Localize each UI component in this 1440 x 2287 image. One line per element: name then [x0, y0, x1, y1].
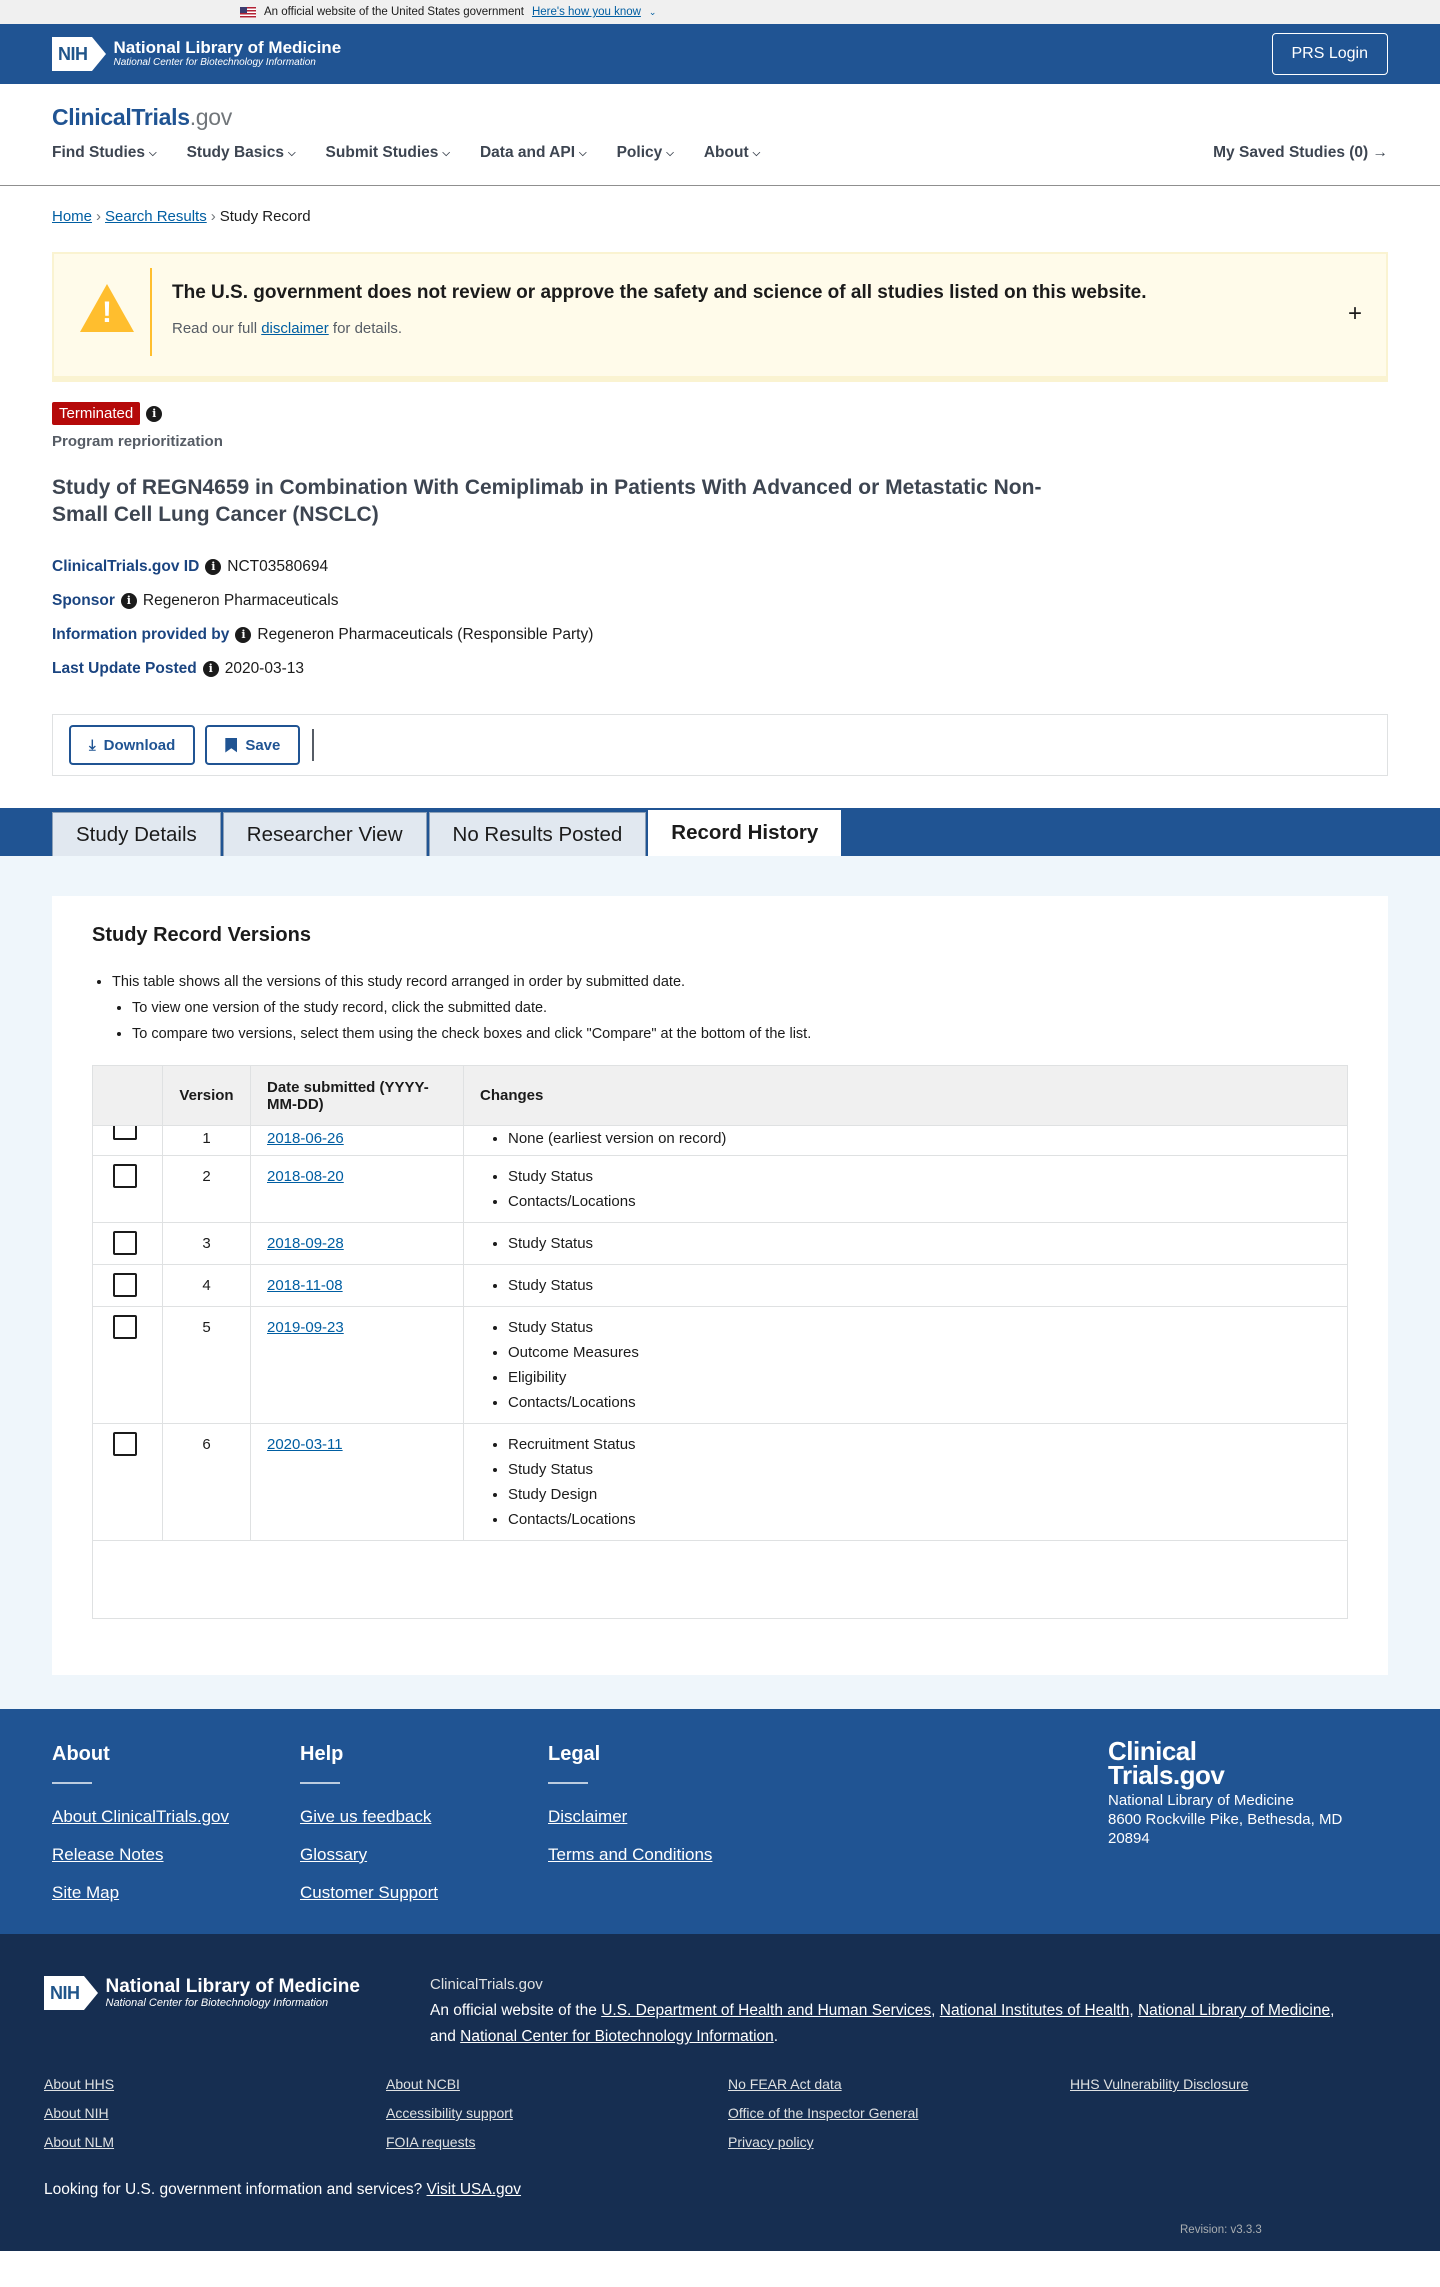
footer-heading: Legal [548, 1743, 601, 1765]
breadcrumb-home[interactable]: Home [52, 208, 93, 225]
footer-heading: About [52, 1743, 110, 1765]
change-item: • Eligibility [508, 1365, 1331, 1390]
link-no-fear-act[interactable]: No FEAR Act data [728, 2076, 842, 2092]
nav-label: Policy [616, 144, 663, 161]
action-bar [52, 714, 1388, 776]
record-history-area [0, 856, 1440, 1709]
version-checkbox[interactable] [113, 1164, 137, 1188]
footer-link-support[interactable]: Customer Support [300, 1883, 438, 1902]
chevron-down-icon: ⌵ [752, 147, 761, 159]
tab-researcher-view[interactable]: Researcher View [223, 812, 427, 856]
version-date-link[interactable]: 2018-06-26 [267, 1130, 344, 1147]
footer-help [300, 1743, 438, 1912]
link-about-nlm[interactable]: About NLM [44, 2134, 115, 2150]
bookmark-icon [225, 738, 237, 753]
footer-top [0, 1709, 1440, 1934]
footer-link-glossary[interactable]: Glossary [300, 1845, 368, 1864]
intro-sub-2: • To compare two versions, select them using the check boxes and click "Compare" at the bottom of the list. [132, 1021, 1348, 1047]
status-badge: Terminated [52, 402, 140, 425]
ncbi-subtitle: National Center for Biotechnology Information [105, 1997, 329, 2009]
footer-link-terms[interactable]: Terms and Conditions [548, 1845, 713, 1864]
logo-suffix: .gov [189, 104, 232, 130]
nlm-title: National Library of Medicine [113, 38, 342, 57]
changes-cell [464, 1265, 1348, 1307]
link-accessibility[interactable]: Accessibility support [386, 2105, 513, 2121]
nlm-link[interactable]: National Library of Medicine [1137, 2002, 1331, 2019]
arrow-right-icon: → [1372, 144, 1388, 161]
table-footer-row [93, 1541, 1348, 1619]
clinicaltrials-logo[interactable] [52, 104, 232, 131]
footer-legal [548, 1743, 712, 1874]
nav-policy[interactable] [617, 144, 674, 162]
study-title: Study of REGN4659 in Combination With Cemiplimab in Patients With Advanced or Metastatic Non-Small Cell Lung Cancer (NSCLC) [52, 476, 1042, 526]
breadcrumb [0, 186, 1440, 252]
address-line: 8600 Rockville Pike, Bethesda, MD [1108, 1811, 1343, 1828]
nav-data-api[interactable] [480, 144, 587, 162]
change-item: • None (earliest version on record) [508, 1126, 1331, 1151]
versions-table-body [93, 1126, 1348, 1619]
footer-logo-line2: Trials.gov [1108, 1760, 1225, 1790]
col-version: Version [163, 1066, 251, 1126]
alert-text [172, 320, 402, 337]
link-privacy[interactable]: Privacy policy [728, 2134, 814, 2150]
change-item: • Study Status [508, 1231, 1331, 1256]
info-icon[interactable]: i [203, 661, 219, 677]
versions-panel [52, 896, 1388, 1675]
info-icon[interactable]: i [121, 593, 137, 609]
alert-pre: Read our full [172, 320, 262, 337]
nlm-title: National Library of Medicine [105, 1976, 360, 1997]
intro-text: • This table shows all the versions of this study record arranged in order by submitted date. [112, 969, 1348, 995]
change-item: • Study Status [508, 1164, 1331, 1189]
save-label: Save [245, 736, 281, 754]
hhs-link[interactable]: U.S. Department of Health and Human Services [601, 2002, 932, 2019]
changes-cell [464, 1126, 1348, 1156]
ncbi-link[interactable]: National Center for Biotechnology Information [460, 2028, 774, 2045]
version-number: 4 [163, 1265, 251, 1307]
date-cell [251, 1223, 464, 1265]
date-cell [251, 1424, 464, 1541]
revision: Revision: v3.3.3 [1180, 2224, 1262, 2236]
version-number: 5 [163, 1307, 251, 1424]
col-changes: Changes [464, 1066, 1348, 1126]
logo-main: ClinicalTrials [52, 104, 190, 130]
download-icon: ⤓ [89, 736, 96, 754]
version-date-link[interactable]: 2018-08-20 [267, 1168, 344, 1185]
change-item: • Contacts/Locations [508, 1507, 1331, 1532]
footer-link-about-ct[interactable]: About ClinicalTrials.gov [52, 1807, 229, 1826]
versions-table [92, 1065, 1348, 1619]
version-checkbox[interactable] [113, 1273, 137, 1297]
row-select-cell [93, 1307, 163, 1424]
nih-badge: NIH [44, 1976, 84, 2010]
version-checkbox[interactable] [113, 1126, 137, 1140]
nav-submit-studies[interactable] [326, 144, 450, 162]
download-label: Download [103, 736, 176, 754]
study-tabs [0, 808, 1440, 856]
row-select-cell [93, 1223, 163, 1265]
footer-source: ClinicalTrials.gov [430, 1976, 543, 1993]
study-id: NCT03580694 [227, 558, 329, 575]
intro-sub-1: • To view one version of the study record, click the submitted date. [132, 995, 1348, 1021]
tab-study-details[interactable]: Study Details [52, 812, 221, 856]
info-icon[interactable]: i [235, 627, 251, 643]
id-label: ClinicalTrials.gov ID [52, 558, 200, 575]
address-line: 20894 [1108, 1830, 1150, 1847]
nih-link[interactable]: National Institutes of Health [939, 2002, 1130, 2019]
versions-intro [92, 969, 1348, 1047]
last-update-value: 2020-03-13 [224, 660, 304, 677]
footer-bottom-links [44, 2074, 1370, 2153]
footer-rule [548, 1782, 588, 1784]
footer-nih-logo[interactable] [44, 1976, 360, 2010]
disclaimer-alert [52, 252, 1388, 382]
footer-address [1108, 1736, 1343, 1848]
row-select-cell [93, 1156, 163, 1223]
study-meta [52, 550, 1388, 686]
chevron-down-icon: ⌵ [149, 147, 157, 159]
col-select [93, 1066, 163, 1126]
disclaimer-link[interactable]: disclaimer [261, 320, 329, 337]
link-foia[interactable]: FOIA requests [386, 2134, 476, 2150]
chevron-right-icon: › [210, 208, 216, 225]
table-row [93, 1265, 1348, 1307]
changes-cell [464, 1223, 1348, 1265]
and-text: and [430, 2028, 461, 2045]
version-date-link[interactable]: 2020-03-11 [267, 1436, 343, 1453]
nav-label: Data and API [479, 144, 575, 161]
footer-logo[interactable] [1108, 1736, 1342, 1790]
warning-icon: ! [80, 284, 134, 332]
nav-label: About [703, 144, 749, 161]
version-checkbox[interactable] [113, 1315, 137, 1339]
version-number: 6 [163, 1424, 251, 1541]
change-item: • Contacts/Locations [508, 1390, 1331, 1415]
footer-link-disclaimer[interactable]: Disclaimer [548, 1807, 628, 1826]
version-number: 2 [163, 1156, 251, 1223]
col-date: Date submitted (YYYY-MM-DD) [251, 1066, 464, 1126]
sponsor-value: Regeneron Pharmaceuticals [142, 592, 339, 609]
chevron-down-icon: ⌵ [666, 147, 674, 159]
version-date-link[interactable]: 2018-11-08 [267, 1277, 343, 1294]
official-pre: An official website of the [430, 2002, 602, 2019]
version-number: 1 [163, 1126, 251, 1156]
footer-bottom [0, 1934, 1440, 2251]
link-inspector-general[interactable]: Office of the Inspector General [728, 2105, 919, 2121]
footer-rule [52, 1782, 92, 1784]
download-button[interactable] [69, 725, 195, 765]
version-date-link[interactable]: 2019-09-23 [267, 1319, 344, 1336]
my-saved-studies-link[interactable] [1213, 144, 1388, 162]
usa-pre: Looking for U.S. government information and services? [44, 2181, 423, 2198]
link-about-ncbi[interactable]: About NCBI [386, 2076, 460, 2092]
usa-gov-link[interactable]: Visit USA.gov [426, 2181, 522, 2198]
change-item: • Study Status [508, 1457, 1331, 1482]
footer-logo-line1: Clinical [1108, 1736, 1197, 1766]
table-row [93, 1424, 1348, 1541]
nav-find-studies[interactable] [52, 144, 157, 162]
alert-post: for details. [328, 320, 403, 337]
provided-by-label: Information provided by [52, 626, 230, 643]
nav-about[interactable] [704, 144, 760, 162]
chevron-down-icon: ⌵ [442, 147, 450, 159]
chevron-down-icon: ⌄ [648, 6, 657, 17]
chevron-down-icon: ⌵ [287, 147, 296, 159]
gov-banner [0, 0, 1440, 24]
table-footer-cell [93, 1541, 1348, 1619]
table-row [93, 1223, 1348, 1265]
row-select-cell [93, 1424, 163, 1541]
usa-gov-line [44, 2181, 521, 2199]
info-icon[interactable]: i [146, 406, 162, 422]
nih-header [0, 24, 1440, 84]
date-cell [251, 1126, 464, 1156]
version-checkbox[interactable] [113, 1432, 137, 1456]
tab-no-results-posted[interactable]: No Results Posted [429, 812, 647, 856]
ncbi-subtitle: National Center for Biotechnology Information [113, 57, 316, 68]
changes-cell [464, 1424, 1348, 1541]
address-line: National Library of Medicine [1108, 1792, 1294, 1809]
breadcrumb-current: Study Record [219, 208, 311, 225]
footer-about [52, 1743, 229, 1912]
nav-label: Find Studies [52, 144, 145, 161]
info-icon[interactable]: i [205, 559, 221, 575]
table-row [93, 1156, 1348, 1223]
footer-rule [300, 1782, 340, 1784]
change-item: • Outcome Measures [508, 1340, 1331, 1365]
saved-label: My Saved Studies (0) [1213, 144, 1369, 161]
link-about-nih[interactable]: About NIH [44, 2105, 109, 2121]
sponsor-label: Sponsor [52, 592, 115, 609]
alert-title: The U.S. government does not review or approve the safety and science of all studies listed on this website. [172, 282, 1147, 303]
versions-heading: Study Record Versions [92, 924, 311, 946]
provided-by-value: Regeneron Pharmaceuticals (Responsible Party) [257, 626, 594, 643]
change-item: • Study Design [508, 1482, 1331, 1507]
nih-badge: NIH [52, 37, 92, 71]
site-header [0, 84, 1440, 186]
link-about-hhs[interactable]: About HHS [44, 2076, 115, 2092]
version-date-link[interactable]: 2018-09-28 [267, 1235, 344, 1252]
date-cell [251, 1307, 464, 1424]
last-update-label: Last Update Posted [52, 660, 197, 677]
footer-heading: Help [300, 1743, 344, 1765]
date-cell [251, 1265, 464, 1307]
breadcrumb-search-results[interactable]: Search Results [105, 208, 207, 225]
nav-label: Study Basics [186, 144, 284, 161]
footer-link-feedback[interactable]: Give us feedback [300, 1807, 432, 1826]
row-select-cell [93, 1126, 163, 1156]
alert-divider [150, 268, 152, 356]
version-checkbox[interactable] [113, 1231, 137, 1255]
change-item: • Study Status [508, 1273, 1331, 1298]
expand-plus-icon[interactable]: + [1347, 300, 1362, 327]
chevron-right-icon: › [96, 208, 102, 225]
chevron-down-icon: ⌵ [579, 147, 587, 159]
changes-cell [464, 1156, 1348, 1223]
footer-link-site-map[interactable]: Site Map [52, 1883, 120, 1902]
study-header [0, 382, 1440, 686]
nav-label: Submit Studies [325, 144, 439, 161]
change-item: • Recruitment Status [508, 1432, 1331, 1457]
gov-banner-text: An official website of the United States government [264, 6, 524, 18]
row-select-cell [93, 1265, 163, 1307]
official-website-text: ClinicalTrials.gov An official website of the U.S. Department of Health and Human Services, National Institutes of Health, National Library of Medicine, and National Center for Biotechnology Information. [430, 1972, 1370, 2050]
version-number: 3 [163, 1223, 251, 1265]
change-item: • Study Status [508, 1315, 1331, 1340]
tab-record-history[interactable]: Record History [648, 810, 841, 856]
nav-study-basics[interactable] [187, 144, 296, 162]
footer-link-release-notes[interactable]: Release Notes [52, 1845, 164, 1864]
action-divider [312, 729, 314, 761]
status-reason: Program reprioritization [52, 433, 223, 450]
table-row [93, 1126, 1348, 1156]
link-hhs-vulnerability[interactable]: HHS Vulnerability Disclosure [1070, 2076, 1249, 2092]
nih-logo[interactable] [52, 37, 341, 71]
main-nav [52, 144, 760, 162]
table-row [93, 1307, 1348, 1424]
us-flag-icon [240, 7, 256, 18]
change-item: • Contacts/Locations [508, 1189, 1331, 1214]
prs-login-button[interactable]: PRS Login [1272, 33, 1389, 75]
heres-how-you-know-link[interactable]: Here's how you know [531, 6, 641, 18]
date-cell [251, 1156, 464, 1223]
save-button[interactable] [205, 725, 300, 765]
changes-cell [464, 1307, 1348, 1424]
